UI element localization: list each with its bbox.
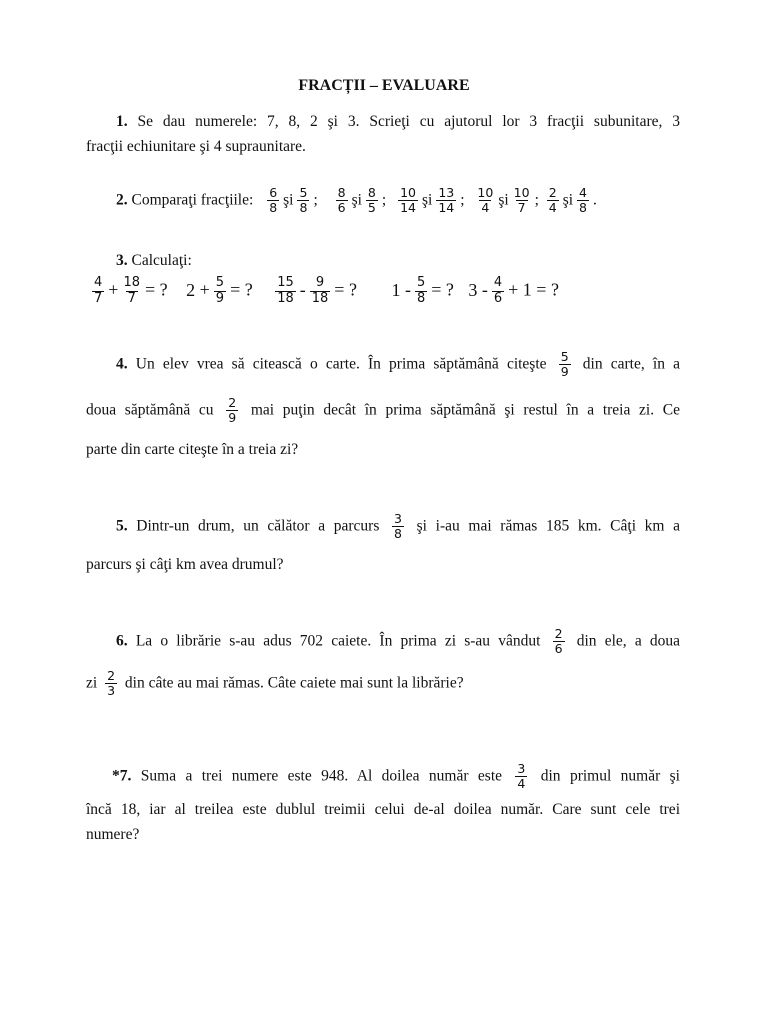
problem-4-line-3: parte din carte citeşte în a treia zi? [86,441,299,458]
fraction: $\frac{3}{8}$ [394,511,402,542]
problem-4-line-1: 4. Un elev vrea să citească o carte. În prima săptămână citeşte $\frac{5}{9}$ din carte, în a [116,349,680,380]
fraction: $\frac{8}{6}$ [337,185,346,216]
fraction: $\frac{9}{18}$ [311,275,329,306]
fraction: $\frac{15}{18}$ [277,275,294,306]
problem-5-number: 5. [116,517,128,535]
problem-3-label: Calculaţi: [131,252,192,269]
problem-7-line-3: numere? [86,826,140,843]
fraction: $\frac{5}{9}$ [560,349,569,380]
fraction: $\frac{4}{8}$ [579,185,587,216]
problem-4-line-2: doua săptămână cu $\frac{2}{9}$ mai puţin decât în prima săptămână şi restul în a treia zi. Ce [86,395,681,426]
fraction: $\frac{8}{5}$ [367,185,376,216]
problem-5-line-2: parcurs şi câţi km avea drumul? [86,556,284,573]
problem-7-number: *7. [112,767,132,785]
fraction: $\frac{10}{7}$ [513,185,530,216]
fraction: $\frac{3}{4}$ [517,761,526,792]
problem-7-line-1: *7. Suma a trei numere este 948. Al doilea număr este $\frac{3}{4}$ din primul număr şi [112,761,680,792]
problem-6-line-1: 6. La o librărie s-au adus 702 caiete. În prima zi s-au vândut $\frac{2}{6}$ din ele, a doua [116,626,681,657]
problem-1-line-2: fracţii echiunitare şi 4 supraunitare. [86,138,306,155]
problem-3-number: 3. [116,252,128,269]
fraction: $\frac{4}{7}$ [94,275,103,306]
fraction: $\frac{2}{3}$ [107,668,116,699]
fraction: $\frac{6}{8}$ [269,185,278,216]
problem-5-line-1: 5. Dintr-un drum, un călător a parcurs $\frac{3}{8}$ şi i-au mai rămas 185 km. Câţi km a [116,511,681,542]
problem-6-line-2: zi $\frac{2}{3}$ din câte au mai rămas. Câte caiete mai sunt la librărie? [86,668,464,699]
problem-2: 2. Comparaţi fracţiile: $\frac{6}{8}$ şi $\frac{5}{8}$ ; $\frac{8}{6}$ şi $\frac{8}{5}$ ; $\frac{10}{14}$ şi $\frac{13}{14}$ ; $\frac{10}{4}$ şi $\frac{10}{7}$ ; $\frac{2}{4}$ şi $\frac{4}{8}$ . [116,185,597,216]
fraction: $\frac{2}{9}$ [228,395,237,426]
problem-2-number: 2. [116,191,128,209]
fraction: $\frac{5}{8}$ [299,185,308,216]
problem-3-exercises: $\frac{4}{7}$ + $\frac{18}{7}$ = ? 2 + $\frac{5}{9}$ = ? $\frac{15}{18}$ - $\frac{9}{18}$ = ? 1 - $\frac{5}{8}$ = ? 3 - $\frac{4}{6}$ + 1 = ? [94,275,559,306]
page-title: FRACȚII – EVALUARE [298,77,470,94]
fraction: $\frac{18}{7}$ [123,275,140,306]
problem-1-text-1: Se dau numerele: 7, 8, 2 şi 3. Scrieţi cu ajutorul lor 3 fracţii subunitare, 3 [137,113,681,130]
fraction: $\frac{2}{6}$ [554,626,563,657]
fraction: $\frac{10}{4}$ [477,185,494,216]
problem-2-label: Comparaţi fracţiile: [131,191,254,209]
problem-1-line-1 [116,113,680,131]
fraction: $\frac{5}{9}$ [215,275,225,306]
problem-1-number: 1. [116,113,128,130]
problem-3-heading [116,252,680,270]
fraction: $\frac{2}{4}$ [548,185,557,216]
fraction: $\frac{13}{14}$ [438,185,455,216]
fraction: $\frac{5}{8}$ [416,275,426,306]
problem-4-number: 4. [116,355,128,373]
fraction: $\frac{10}{14}$ [400,185,416,216]
problem-6-number: 6. [116,632,128,650]
problem-7-line-2: încă 18, iar al treilea este dublul treimii celui de-al doilea număr. Care sunt cele trei [86,801,680,818]
fraction: $\frac{4}{6}$ [493,275,503,306]
